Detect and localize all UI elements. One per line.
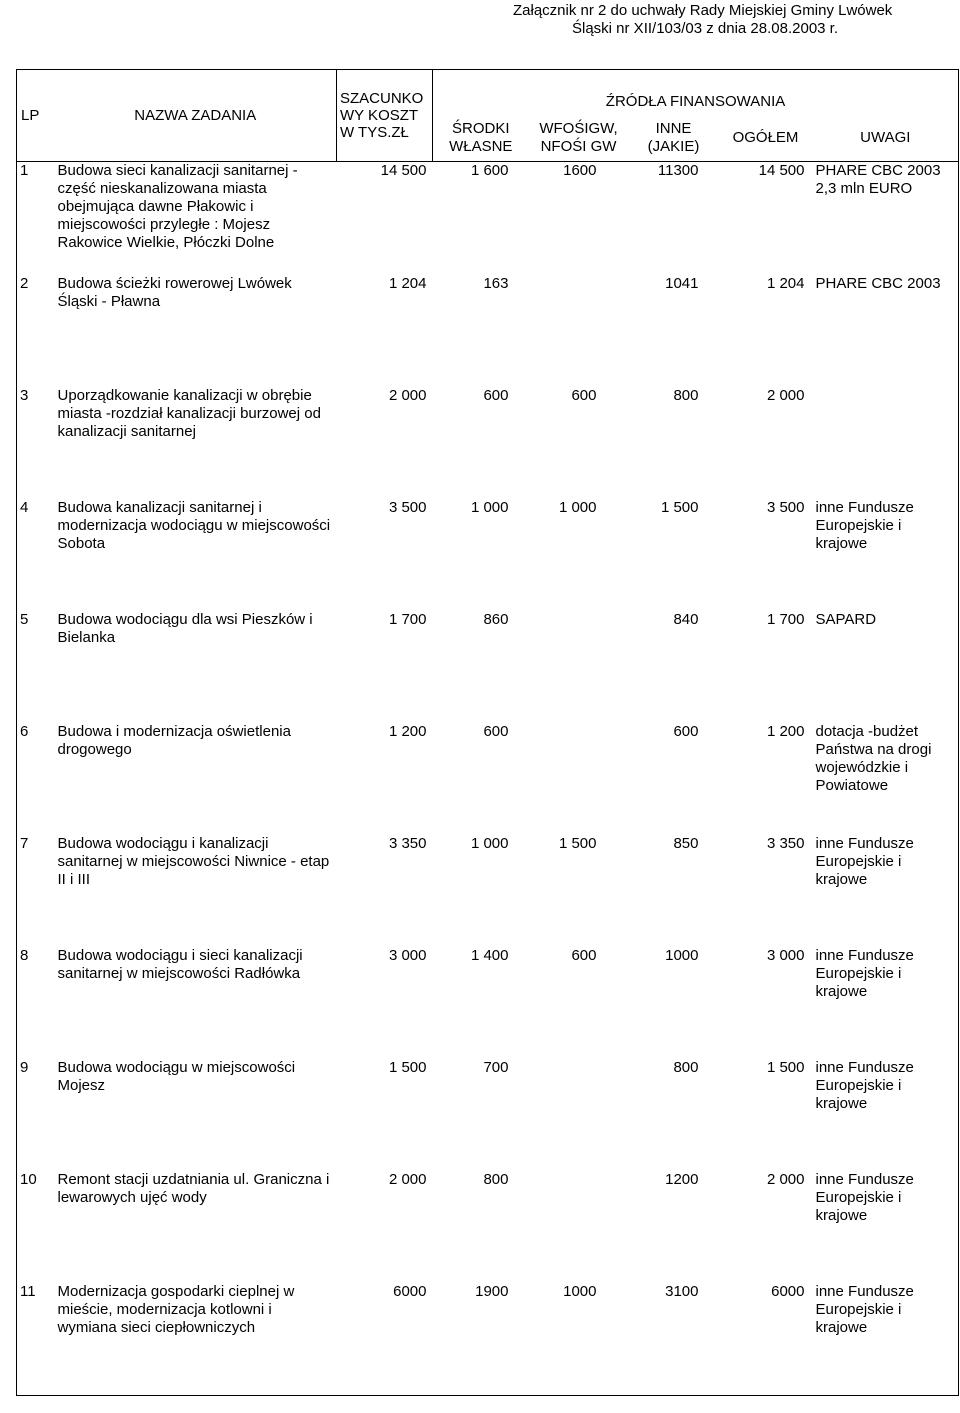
row-uwagi: PHARE CBC 2003	[813, 275, 959, 387]
row-ogolem: 3 350	[766, 835, 805, 852]
row-inne: 840	[673, 611, 699, 628]
row-wfos	[529, 723, 629, 835]
table-row	[17, 387, 959, 499]
row-uwagi: inne Fundusze Europejskie i krajowe	[813, 835, 959, 947]
row-inne: 850	[673, 835, 699, 852]
row-ogolem: 1 204	[766, 275, 805, 292]
row-uwagi	[813, 387, 959, 499]
header-srodki: ŚRODKI WŁASNE	[433, 114, 529, 162]
row-srodki: 600	[483, 723, 509, 740]
row-wfos	[529, 275, 629, 387]
row-nazwa: Budowa wodociągu w miejscowości Mojesz	[57, 1059, 296, 1094]
table-row	[17, 835, 959, 947]
row-srodki: 860	[483, 611, 509, 628]
row-inne: 1041	[665, 275, 699, 292]
row-nazwa: Budowa kanalizacji sanitarnej i modernizacja wodociągu w miejscowości Sobota	[57, 499, 331, 552]
table-row	[17, 499, 959, 611]
row-wfos: 1600	[563, 162, 597, 179]
header-inne: INNE (JAKIE)	[629, 114, 719, 162]
table-row	[17, 1283, 959, 1396]
row-koszt: 14 500	[380, 162, 427, 179]
row-lp: 7	[17, 835, 55, 947]
row-ogolem: 3 500	[766, 499, 805, 516]
row-inne: 3100	[629, 1283, 719, 1396]
row-lp: 10	[17, 1171, 55, 1283]
row-wfos	[529, 1171, 629, 1283]
row-srodki: 1900	[433, 1283, 529, 1396]
tasks-table	[16, 69, 959, 1396]
row-inne: 11300	[657, 162, 699, 179]
attachment-note	[513, 2, 943, 38]
row-koszt: 2 000	[388, 387, 427, 404]
row-nazwa: Budowa i modernizacja oświetlenia drogowego	[57, 723, 291, 758]
row-wfos	[529, 611, 629, 723]
row-wfos: 1 500	[558, 835, 597, 852]
row-uwagi: dotacja -budżet Państwa na drogi wojewódzkie i Powiatowe	[813, 723, 959, 835]
row-wfos: 1 000	[558, 499, 597, 516]
row-wfos: 600	[571, 947, 597, 964]
row-koszt: 3 350	[388, 835, 427, 852]
row-inne: 1000	[665, 947, 699, 964]
table-row	[17, 723, 959, 835]
row-koszt: 3 000	[388, 947, 427, 964]
row-lp: 2	[17, 275, 55, 387]
row-uwagi: inne Fundusze Europejskie i krajowe	[813, 1283, 959, 1396]
row-koszt: 1 700	[388, 611, 427, 628]
row-lp: 5	[17, 611, 55, 723]
row-srodki: 700	[483, 1059, 509, 1076]
row-wfos: 600	[571, 387, 597, 404]
row-lp: 6	[17, 723, 55, 835]
row-inne: 800	[673, 1059, 699, 1076]
row-wfos	[529, 1059, 629, 1171]
row-ogolem: 3 000	[766, 947, 805, 964]
row-koszt: 1 204	[388, 275, 427, 292]
row-koszt: 1 200	[388, 723, 427, 740]
row-srodki: 1 000	[470, 835, 509, 852]
row-uwagi: inne Fundusze Europejskie i krajowe	[813, 947, 959, 1059]
header-nazwa: NAZWA ZADANIA	[55, 70, 337, 162]
row-lp: 9	[17, 1059, 55, 1171]
header-szacunek: SZACUNKO WY KOSZT W TYS.ZŁ	[337, 70, 433, 162]
row-wfos: 1000	[529, 1283, 629, 1396]
attachment-note-line-2: Śląski nr XII/103/03 z dnia 28.08.2003 r.	[572, 20, 839, 37]
row-ogolem: 6000	[719, 1283, 813, 1396]
row-srodki: 1 000	[470, 499, 509, 516]
row-lp: 4	[17, 499, 55, 611]
row-inne: 1200	[665, 1171, 699, 1188]
row-ogolem: 1 500	[766, 1059, 805, 1076]
table-row	[17, 947, 959, 1059]
row-nazwa: Uporządkowanie kanalizacji w obrębie miasta -rozdział kanalizacji burzowej od kanalizacji sanitarnej	[57, 387, 321, 440]
row-srodki: 800	[483, 1171, 509, 1188]
row-nazwa: Budowa wodociągu i sieci kanalizacji sanitarnej w miejscowości Radłówka	[57, 947, 303, 982]
row-nazwa: Modernizacja gospodarki cieplnej w mieście, modernizacja kotlowni i wymiana sieci ciepłowniczych	[55, 1283, 337, 1396]
header-ogolem: OGÓŁEM	[719, 114, 813, 162]
header-zrodla: ŹRÓDŁA FINANSOWANIA	[433, 70, 959, 115]
row-inne: 1 500	[660, 499, 699, 516]
row-lp: 11	[17, 1283, 55, 1396]
table-row	[17, 162, 959, 276]
header-lp: LP	[17, 70, 55, 162]
header-wfos: WFOŚIGW, NFOŚI GW	[529, 114, 629, 162]
row-ogolem: 2 000	[766, 387, 805, 404]
row-ogolem: 1 700	[766, 611, 805, 628]
row-nazwa: Budowa ścieżki rowerowej Lwówek Śląski - Pławna	[57, 275, 292, 310]
row-uwagi: SAPARD	[813, 611, 959, 723]
row-uwagi: inne Fundusze Europejskie i krajowe	[813, 1171, 959, 1283]
row-koszt: 2 000	[388, 1171, 427, 1188]
table-row	[17, 1171, 959, 1283]
row-inne: 800	[673, 387, 699, 404]
row-nazwa: Budowa wodociągu i kanalizacji sanitarnej w miejscowości Niwnice - etap II i III	[57, 835, 330, 888]
table-row	[17, 275, 959, 387]
row-nazwa: Remont stacji uzdatniania ul. Graniczna i lewarowych ujęć wody	[57, 1171, 330, 1206]
row-ogolem: 1 200	[766, 723, 805, 740]
row-srodki: 1 400	[470, 947, 509, 964]
row-lp: 8	[17, 947, 55, 1059]
table-row	[17, 1059, 959, 1171]
row-nazwa: Budowa wodociągu dla wsi Pieszków i Bielanka	[57, 611, 313, 646]
row-uwagi: PHARE CBC 2003 2,3 mln EURO	[813, 162, 959, 276]
row-srodki: 600	[483, 387, 509, 404]
row-nazwa: Budowa sieci kanalizacji sanitarnej - część nieskanalizowana miasta obejmująca dawne Płakowic i miejscowości przyległe : Mojesz Rakowice Wielkie, Płóczki Dolne	[57, 162, 298, 251]
row-ogolem: 14 500	[758, 162, 805, 179]
row-uwagi: inne Fundusze Europejskie i krajowe	[813, 499, 959, 611]
row-koszt: 3 500	[388, 499, 427, 516]
row-lp: 1	[17, 162, 55, 276]
row-lp: 3	[17, 387, 55, 499]
row-koszt: 1 500	[388, 1059, 427, 1076]
attachment-note-line-1: Załącznik nr 2 do uchwały Rady Miejskiej Gminy Lwówek	[513, 2, 893, 19]
row-ogolem: 2 000	[766, 1171, 805, 1188]
row-koszt: 6000	[337, 1283, 433, 1396]
row-inne: 600	[673, 723, 699, 740]
header-uwagi: UWAGI	[813, 114, 959, 162]
row-srodki: 1 600	[470, 162, 509, 179]
row-uwagi: inne Fundusze Europejskie i krajowe	[813, 1059, 959, 1171]
table-row	[17, 611, 959, 723]
row-srodki: 163	[483, 275, 509, 292]
